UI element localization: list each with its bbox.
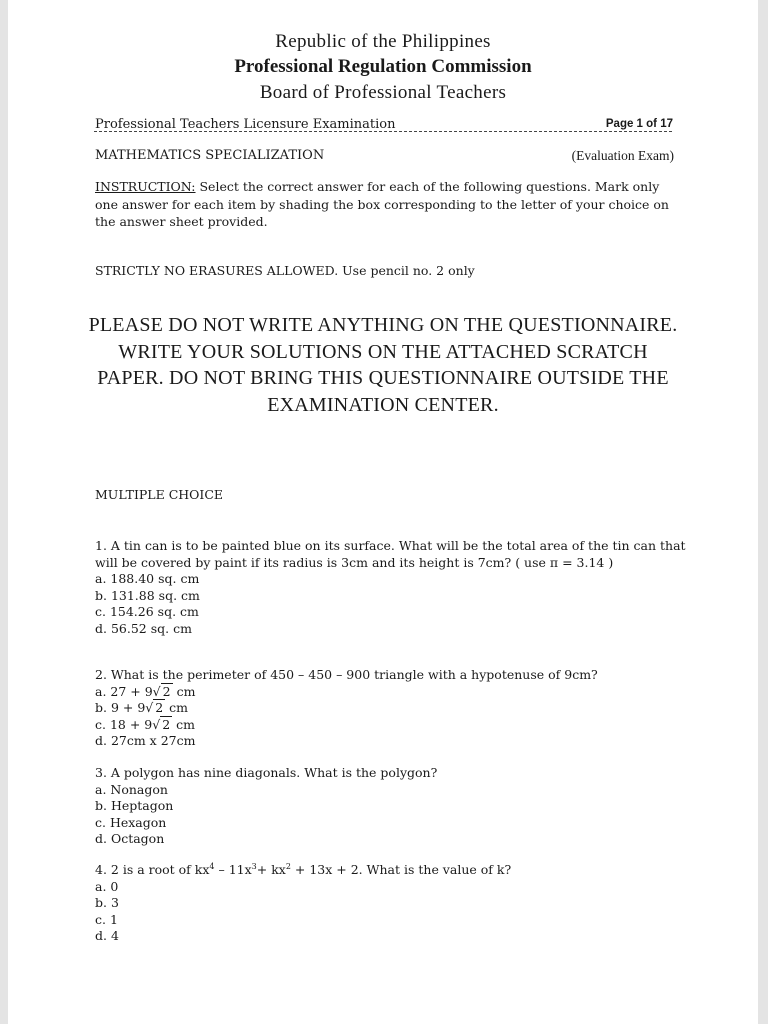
choice-b: b. 3 (95, 895, 119, 910)
question-4 (95, 862, 687, 945)
warning-notice: PLEASE DO NOT WRITE ANYTHING ON THE QUESTIONNAIRE. WRITE YOUR SOLUTIONS ON THE ATTACHED SCRATCH PAPER. DO NOT BRING THIS QUESTIONNAIRE OUTSIDE THE EXAMINATION CENTER. (88, 314, 678, 416)
question-3 (95, 765, 687, 848)
choice-d: d. 56.52 sq. cm (95, 620, 192, 636)
choice-c: c. Hexagon (95, 814, 167, 830)
instruction-text: Select the correct answer for each of the following questions. Mark only one answer for each item by shading the box corresponding to the letter of your choice on the answer sheet provided. (95, 179, 669, 229)
page-number: Page 1 of 17 (605, 118, 673, 130)
question-2 (95, 667, 687, 750)
choice-b: b. 131.88 sq. cm (95, 587, 200, 603)
header-commission: Professional Regulation Commission (234, 56, 532, 77)
question-text: 2. What is the perimeter of 450 – 450 – 900 triangle with a hypotenuse of 9cm? (95, 667, 598, 682)
header-republic: Republic of the Philippines (275, 31, 491, 52)
exam-page (8, 0, 758, 1024)
dashed-divider (94, 131, 672, 132)
question-text: 4. 2 is a root of $kx^4 - 11x^3+ kx^2 + 13x + 2$. What is the value of k? (95, 861, 512, 877)
choice-c: c. 1 (95, 911, 118, 927)
choice-a: a. Nonagon (95, 781, 168, 797)
choice-d: d. Octagon (95, 831, 165, 846)
choice-c: c. 154.26 sq. cm (95, 604, 199, 619)
header-board: Board of Professional Teachers (259, 82, 507, 103)
choice-d: d. 4 (95, 928, 119, 943)
exam-name: Professional Teachers Licensure Examination (95, 117, 396, 132)
choice-b: b. 9 + 9√ 2 cm (95, 700, 189, 715)
choice-a: a. 188.40 sq. cm (95, 571, 200, 586)
section-label: MULTIPLE CHOICE (95, 487, 224, 502)
exam-type: (Evaluation Exam) (571, 148, 674, 163)
question-1 (95, 538, 687, 637)
question-text: 3. A polygon has nine diagonals. What is the polygon? (95, 765, 438, 780)
choice-a: a. 27 + 9√ 2 cm (95, 683, 196, 699)
choice-b: b. Heptagon (95, 798, 174, 813)
question-text: 1. A tin can is to be painted blue on its surface. What will be the total area of the tin can that will be covered by paint if its radius is 3cm and its height is 7cm? ( use π = 3.14 ) (95, 538, 686, 570)
choice-c: c. 18 + 9√ 2 cm (95, 716, 195, 732)
choice-d: d. 27cm x 27cm (95, 733, 196, 748)
strict-notice: STRICTLY NO ERASURES ALLOWED. Use pencil no. 2 only (95, 263, 475, 278)
instructions (95, 178, 675, 231)
exam-subject: MATHEMATICS SPECIALIZATION (95, 148, 325, 163)
instruction-label: INSTRUCTION: (95, 179, 196, 194)
choice-a: a. 0 (95, 878, 119, 894)
